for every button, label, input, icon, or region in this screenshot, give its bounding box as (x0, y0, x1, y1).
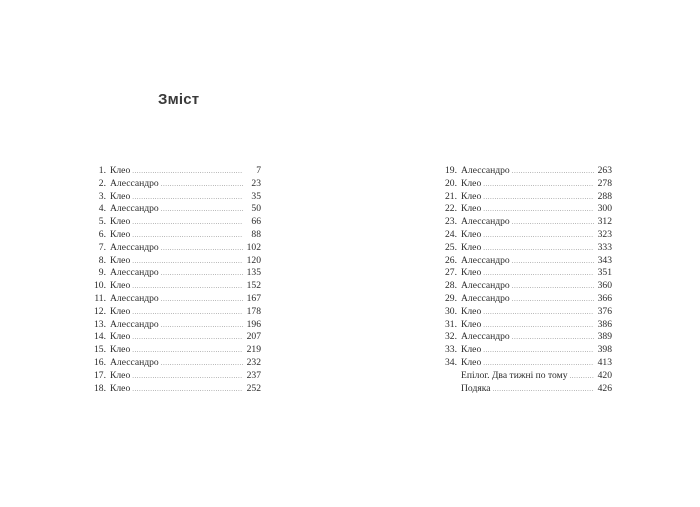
toc-dot-leader (512, 165, 594, 178)
toc-dot-leader (132, 370, 243, 383)
toc-entry-title: Клео (110, 254, 131, 266)
toc-entry-title: Алессандро (110, 203, 159, 215)
toc-entry-page: 366 (597, 292, 612, 304)
toc-entry-page: 360 (597, 280, 612, 292)
toc-entry-number: 31. (445, 318, 457, 330)
toc-dot-leader (512, 280, 594, 293)
toc-entry-title: Клео (461, 305, 482, 317)
toc-entry-title: Клео (110, 216, 131, 228)
toc-entry-page: 312 (597, 216, 612, 228)
toc-entry-number: 33. (445, 344, 457, 356)
toc-entry-number: 29. (445, 292, 457, 304)
toc-entry-number: 32. (445, 331, 457, 343)
toc-dot-leader (483, 229, 594, 242)
toc-entry-number: 22. (445, 203, 457, 215)
toc-dot-leader (132, 255, 243, 268)
toc-entry-number: 23. (445, 216, 457, 228)
toc-entry (437, 370, 612, 383)
toc-dot-leader (132, 229, 243, 242)
toc-dot-leader (483, 306, 594, 319)
toc-entry-page: 263 (597, 165, 612, 176)
toc-entry (437, 267, 612, 280)
toc-dot-leader (132, 165, 243, 178)
toc-entry-number: 7. (98, 241, 106, 253)
toc-entry-number: 24. (445, 228, 457, 240)
toc-entry-number: 17. (94, 369, 106, 381)
toc-entry-number: 5. (98, 216, 106, 228)
toc-dot-leader (161, 178, 243, 191)
toc-entry-page: 420 (597, 369, 612, 381)
toc-entry (86, 306, 261, 319)
toc-entry-number: 15. (94, 344, 106, 356)
toc-entry-page: 398 (597, 344, 612, 356)
toc-dot-leader (132, 383, 243, 396)
toc-entry-number: 21. (445, 190, 457, 202)
toc-entry-number: 11. (94, 292, 106, 304)
toc-entry-number: 6. (98, 228, 106, 240)
toc-entry-number: 30. (445, 305, 457, 317)
toc-entry-page: 7 (256, 165, 261, 176)
toc-entry-title: Клео (461, 356, 482, 368)
toc-entry-title: Алессандро (461, 292, 510, 304)
toc-entry-title: Епілог. Два тижні по тому (461, 369, 568, 381)
toc-dot-leader (483, 242, 594, 255)
toc-dot-leader (132, 280, 243, 293)
toc-entry-number: 25. (445, 241, 457, 253)
toc-entry-number: 20. (445, 177, 457, 189)
toc-title: Зміст (158, 91, 200, 108)
toc-entry (86, 357, 261, 370)
toc-entry (86, 319, 261, 332)
toc-entry-page: 413 (597, 356, 612, 368)
toc-entry-title: Алессандро (461, 165, 510, 176)
toc-dot-leader (161, 242, 243, 255)
toc-entry-number: 10. (94, 280, 106, 292)
toc-dot-leader (512, 293, 594, 306)
toc-entry-page: 167 (246, 292, 261, 304)
toc-entry (86, 216, 261, 229)
toc-entry-page: 66 (251, 216, 261, 228)
toc-entry-title: Клео (110, 382, 131, 394)
toc-entry-page: 323 (597, 228, 612, 240)
toc-dot-leader (483, 203, 594, 216)
toc-entry (437, 280, 612, 293)
toc-entry (86, 293, 261, 306)
toc-entry-number: 2. (98, 177, 106, 189)
toc-entry-page: 386 (597, 318, 612, 330)
toc-entry-page: 23 (251, 177, 261, 189)
toc-entry-title: Клео (110, 280, 131, 292)
toc-column-left (86, 165, 261, 395)
toc-dot-leader (161, 357, 243, 370)
toc-dot-leader (512, 255, 594, 268)
toc-entry-number: 14. (94, 331, 106, 343)
toc-dot-leader (570, 370, 594, 383)
toc-entry-title: Клео (461, 190, 482, 202)
toc-entry (437, 344, 612, 357)
toc-entry-title: Алессандро (461, 280, 510, 292)
toc-entry-title: Клео (110, 344, 131, 356)
toc-entry-page: 219 (246, 344, 261, 356)
toc-entry-page: 196 (246, 318, 261, 330)
toc-entry (86, 370, 261, 383)
toc-entry (86, 203, 261, 216)
toc-dot-leader (132, 191, 243, 204)
toc-entry-page: 426 (597, 382, 612, 394)
toc-dot-leader (483, 267, 594, 280)
toc-entry (86, 178, 261, 191)
toc-entry-title: Клео (461, 177, 482, 189)
toc-dot-leader (161, 293, 243, 306)
toc-entry (437, 357, 612, 370)
toc-entry-page: 288 (597, 190, 612, 202)
toc-dot-leader (483, 178, 594, 191)
toc-dot-leader (161, 319, 243, 332)
toc-entry-page: 178 (246, 305, 261, 317)
toc-entry-number: 26. (445, 254, 457, 266)
toc-entry (86, 383, 261, 396)
toc-entry-page: 351 (597, 267, 612, 279)
toc-entry-title: Клео (110, 331, 131, 343)
toc-entry-page: 237 (246, 369, 261, 381)
toc-dot-leader (161, 203, 243, 216)
toc-entry-title: Клео (461, 203, 482, 215)
toc-entry-title: Клео (461, 267, 482, 279)
toc-entry-title: Клео (110, 190, 131, 202)
toc-entry-title: Алессандро (110, 267, 159, 279)
toc-dot-leader (512, 216, 594, 229)
toc-entry-title: Алессандро (110, 177, 159, 189)
toc-entry (437, 203, 612, 216)
toc-entry-page: 207 (246, 331, 261, 343)
toc-entry-number: 19. (445, 165, 457, 176)
toc-entry (437, 242, 612, 255)
toc-entry-page: 50 (251, 203, 261, 215)
toc-entry-number: 34. (445, 356, 457, 368)
toc-entry-page: 35 (251, 190, 261, 202)
toc-entry-title: Алессандро (110, 241, 159, 253)
toc-entry (437, 306, 612, 319)
toc-entry-page: 278 (597, 177, 612, 189)
toc-entry-title: Клео (110, 305, 131, 317)
toc-entry-title: Алессандро (110, 356, 159, 368)
toc-entry (437, 293, 612, 306)
toc-entry (86, 229, 261, 242)
toc-entry (437, 229, 612, 242)
toc-entry-page: 120 (246, 254, 261, 266)
toc-entry-page: 343 (597, 254, 612, 266)
toc-entry-page: 376 (597, 305, 612, 317)
toc-entry-page: 152 (246, 280, 261, 292)
toc-entry-number: 9. (98, 267, 106, 279)
toc-entry-title: Алессандро (461, 331, 510, 343)
toc-entry-page: 88 (251, 228, 261, 240)
toc-entry (437, 178, 612, 191)
toc-entry-title: Клео (461, 344, 482, 356)
toc-entry (437, 216, 612, 229)
toc-entry-page: 232 (246, 356, 261, 368)
toc-entry-title: Алессандро (461, 254, 510, 266)
toc-entry-number: 12. (94, 305, 106, 317)
toc-entry (86, 331, 261, 344)
toc-entry-title: Клео (461, 228, 482, 240)
toc-entry (86, 191, 261, 204)
toc-dot-leader (493, 383, 594, 396)
toc-entry (437, 165, 612, 178)
toc-entry-title: Клео (461, 318, 482, 330)
toc-entry (86, 267, 261, 280)
toc-entry-title: Клео (110, 165, 131, 176)
toc-dot-leader (483, 344, 594, 357)
toc-entry-page: 135 (246, 267, 261, 279)
toc-entry (86, 242, 261, 255)
toc-entry (86, 165, 261, 178)
toc-entry-number: 4. (98, 203, 106, 215)
toc-dot-leader (132, 216, 243, 229)
toc-entry-number: 27. (445, 267, 457, 279)
toc-entry (437, 331, 612, 344)
toc-entry (437, 255, 612, 268)
toc-entry-title: Подяка (461, 382, 491, 394)
toc-entry-title: Алессандро (461, 216, 510, 228)
toc-entry-page: 252 (246, 382, 261, 394)
toc-entry-number: 3. (98, 190, 106, 202)
toc-entry (86, 280, 261, 293)
toc-entry-page: 102 (246, 241, 261, 253)
toc-entry-title: Клео (110, 369, 131, 381)
toc-dot-leader (132, 306, 243, 319)
toc-dot-leader (132, 344, 243, 357)
toc-entry-number: 28. (445, 280, 457, 292)
toc-entry (86, 344, 261, 357)
toc-entry (437, 191, 612, 204)
toc-entry (437, 319, 612, 332)
toc-entry-title: Клео (110, 228, 131, 240)
toc-entry-page: 333 (597, 241, 612, 253)
toc-entry-page: 389 (597, 331, 612, 343)
toc-entry-title: Алессандро (110, 318, 159, 330)
toc-dot-leader (483, 357, 594, 370)
toc-entry-page: 300 (597, 203, 612, 215)
toc-entry-number: 1. (98, 165, 106, 176)
toc-entry-number: 13. (94, 318, 106, 330)
toc-entry-title: Алессандро (110, 292, 159, 304)
toc-dot-leader (512, 331, 594, 344)
toc-entry-number: 16. (94, 356, 106, 368)
toc-dot-leader (483, 191, 594, 204)
toc-dot-leader (132, 331, 243, 344)
toc-entry-number: 8. (98, 254, 106, 266)
toc-entry (437, 383, 612, 396)
toc-entry-title: Клео (461, 241, 482, 253)
toc-column-right (437, 165, 612, 395)
toc-dot-leader (161, 267, 243, 280)
toc-entry (86, 255, 261, 268)
toc-dot-leader (483, 319, 594, 332)
toc-entry-number: 18. (94, 382, 106, 394)
